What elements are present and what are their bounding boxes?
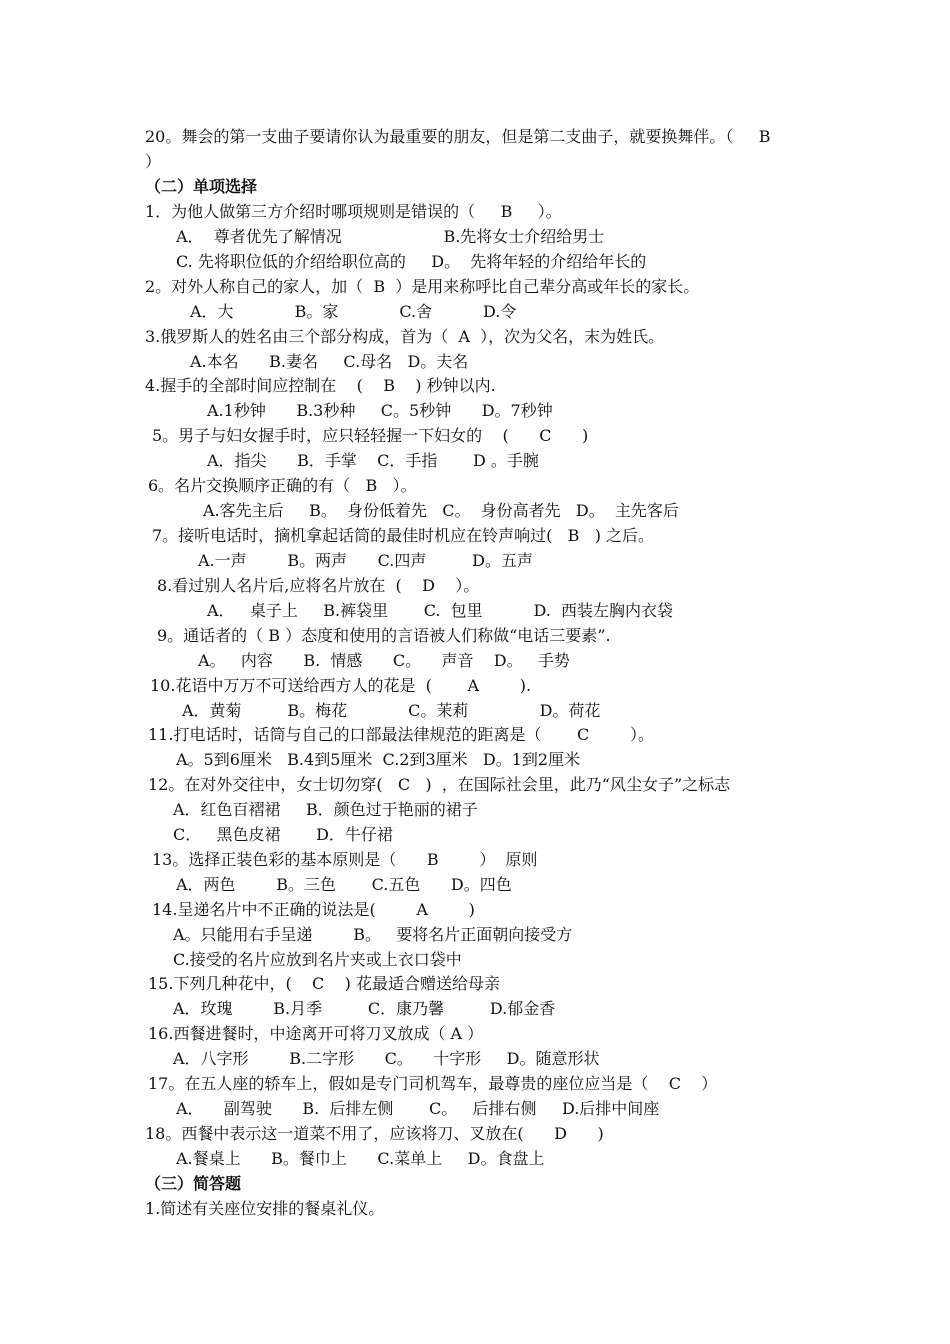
question-17: 17。在五人座的轿车上，假如是专门司机驾车，最尊贵的座位应当是（ C ） bbox=[148, 1074, 718, 1093]
question-15-options: A．玫瑰 B.月季 C．康乃馨 D.郁金香 bbox=[173, 999, 556, 1018]
section-heading-short-answer: （三）简答题 bbox=[145, 1174, 242, 1193]
question-8-options: A． 桌子上 B.裤袋里 C. 包里 D. 西装左胸内衣袋 bbox=[207, 601, 673, 620]
question-1-options-c-d: C. 先将职位低的介绍给职位高的 D。 先将年轻的介绍给年长的 bbox=[176, 252, 647, 271]
question-3-options: A.本名 B.妻名 C.母名 D。夫名 bbox=[190, 352, 469, 371]
question-20-text: 20。舞会的第一支曲子要请你认为最重要的朋友，但是第二支曲子，就要换舞伴。（ B bbox=[145, 127, 771, 146]
question-14: 14.呈递名片中不正确的说法是( A ) bbox=[152, 900, 475, 919]
question-17-options: A． 副驾驶 B. 后排左侧 C。 后排右侧 D.后排中间座 bbox=[176, 1099, 660, 1118]
question-15: 15.下列几种花中，( C ) 花最适合赠送给母亲 bbox=[148, 974, 500, 993]
question-13-options: A．两色 B。三色 C.五色 D。四色 bbox=[176, 875, 512, 894]
question-20-answer-close: ） bbox=[145, 152, 162, 171]
question-14-option-c: C.接受的名片应放到名片夹或上衣口袋中 bbox=[173, 950, 462, 969]
question-5-options: A．指尖 B．手掌 C．手指 D 。手腕 bbox=[207, 451, 539, 470]
question-5: 5。男子与妇女握手时，应只轻轻握一下妇女的 ( C ) bbox=[152, 426, 589, 445]
question-7: 7。接听电话时，摘机拿起话筒的最佳时机应在铃声响过( B ) 之后。 bbox=[152, 526, 655, 545]
question-4-options: A.1秒钟 B.3秒种 C。5秒钟 D。7秒钟 bbox=[207, 401, 553, 420]
short-answer-question-1: 1.简述有关座位安排的餐桌礼仪。 bbox=[145, 1199, 385, 1218]
question-2-options: A．大 B。家 C.舍 D.令 bbox=[190, 302, 517, 321]
question-18-options: A.餐桌上 B。餐巾上 C.菜单上 D。食盘上 bbox=[176, 1149, 545, 1168]
question-6: 6。名片交换顺序正确的有（ B ）。 bbox=[148, 476, 417, 495]
question-11-options: A。5到6厘米 B.4到5厘米 C.2到3厘米 D。1到2厘米 bbox=[176, 750, 581, 769]
question-1: 1．为他人做第三方介绍时哪项规则是错误的（ B ）。 bbox=[145, 202, 562, 221]
question-7-options: A.一声 B。两声 C.四声 D。五声 bbox=[198, 551, 533, 570]
question-6-options: A.客先主后 B。 身份低着先 C。 身份高者先 D。 主先客后 bbox=[203, 501, 679, 520]
question-12-options-a-b: A．红色百褶裙 B．颜色过于艳丽的裙子 bbox=[173, 800, 478, 819]
question-9: 9。通话者的（ B ）态度和使用的言语被人们称做“电话三要素”. bbox=[157, 626, 611, 645]
question-16-options: A．八字形 B.二字形 C。 十字形 D。随意形状 bbox=[173, 1049, 600, 1068]
question-10-options: A．黄菊 B。梅花 C。茉莉 D。荷花 bbox=[182, 701, 601, 720]
question-11: 11.打电话时，话筒与自己的口部最法律规范的距离是（ C ）。 bbox=[148, 725, 654, 744]
question-1-options-a-b: A． 尊者优先了解情况 B.先将女士介绍给男士 bbox=[176, 227, 605, 246]
question-4: 4.握手的全部时间应控制在 ( B ) 秒钟以内. bbox=[145, 376, 496, 395]
question-3: 3.俄罗斯人的姓名由三个部分构成，首为（ A ），次为父名，末为姓氏。 bbox=[145, 327, 665, 346]
question-10: 10.花语中万万不可送给西方人的花是 ( A ). bbox=[150, 676, 532, 695]
question-8: 8.看过别人名片后,应将名片放在 ( D ）。 bbox=[157, 576, 480, 595]
question-18: 18。西餐中表示这一道菜不用了，应该将刀、叉放在( D ) bbox=[145, 1124, 604, 1143]
section-heading-single-choice: （二）单项选择 bbox=[145, 177, 258, 196]
question-14-options-a-b: A。只能用右手呈递 B。 要将名片正面朝向接受方 bbox=[173, 925, 573, 944]
question-12: 12。在对外交往中，女士切勿穿( C ) ，在国际社会里，此乃“风尘女子”之标志 bbox=[148, 775, 731, 794]
question-16: 16.西餐进餐时，中途离开可将刀叉放成（ A ） bbox=[148, 1024, 484, 1043]
question-13: 13。选择正装色彩的基本原则是（ B ） 原则 bbox=[152, 850, 538, 869]
question-2: 2。对外人称自己的家人，加（ B ）是用来称呼比自己辈分高或年长的家长。 bbox=[145, 277, 700, 296]
question-12-options-c-d: C． 黑色皮裙 D．牛仔裙 bbox=[173, 825, 393, 844]
question-9-options: A。 内容 B. 情感 C。 声音 D。 手势 bbox=[198, 651, 570, 670]
